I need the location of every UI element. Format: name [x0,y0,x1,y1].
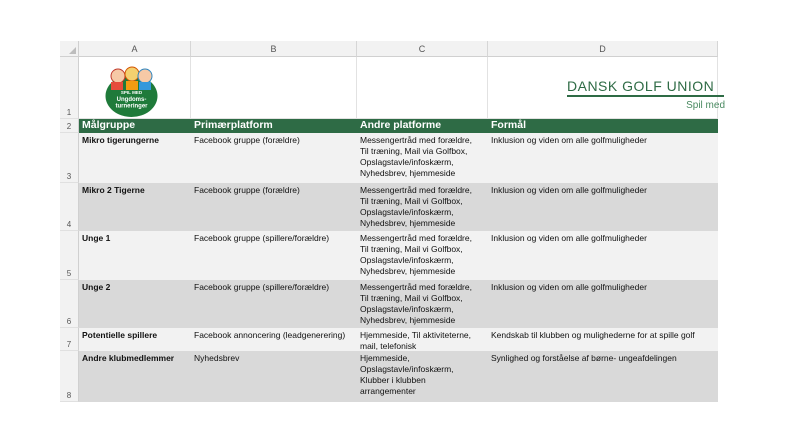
cell-line: Opslagstavle/infoskærm, [360,207,454,217]
cell-andre-platforme[interactable] [357,328,488,351]
table-row [79,328,718,351]
row-header-8[interactable]: 8 [60,351,79,402]
cell-andre-platforme[interactable] [357,231,488,280]
row-header-6[interactable]: 6 [60,280,79,328]
dansk-golf-union-logo [567,78,727,111]
cell-line: arrangementer [360,386,416,396]
cell-line: mail, telefonisk [360,341,417,351]
table-row [79,183,718,231]
header-cell-formal[interactable]: Formål [491,119,527,131]
cell-formal[interactable]: Inklusion og viden om alle golfmuligheder [491,233,647,243]
cell-formal[interactable]: Inklusion og viden om alle golfmuligheder [491,185,647,195]
logo-main-text-2: turneringer [115,103,148,110]
cell-formal[interactable]: Inklusion og viden om alle golfmuligheder [491,282,647,292]
logo-top-text: SPIL MED [120,90,143,95]
cell-line: Nyhedsbrev, hjemmeside [360,218,456,228]
cell-andre-platforme[interactable] [357,280,488,328]
header-cell-malgruppe[interactable]: Målgruppe [82,119,136,131]
table-row [79,280,718,328]
cell-primaerplatform[interactable]: Nyhedsbrev [194,353,240,363]
row-header-4[interactable]: 4 [60,183,79,231]
column-header-d[interactable]: D [488,41,718,57]
cell-primaerplatform[interactable]: Facebook annoncering (leadgenerering) [194,330,346,340]
row-header-7[interactable]: 7 [60,328,79,351]
cell-malgruppe[interactable]: Mikro 2 Tigerne [82,185,145,195]
cell-malgruppe[interactable]: Unge 2 [82,282,111,292]
cell-line: Nyhedsbrev, hjemmeside [360,315,456,325]
cell-line: Opslagstavle/infoskærm, [360,157,454,167]
cell-andre-platforme[interactable] [357,351,488,402]
cell-line: Messengertråd med forældre, [360,282,472,292]
cell-primaerplatform[interactable]: Facebook gruppe (forældre) [194,185,300,195]
table-row [79,231,718,280]
row-header-3[interactable]: 3 [60,133,79,183]
cell-malgruppe[interactable]: Unge 1 [82,233,111,243]
cell-line: Til træning, Mail vi Golfbox, [360,293,463,303]
column-header-a[interactable]: A [79,41,191,57]
row-header-2[interactable]: 2 [60,119,79,133]
cell-malgruppe[interactable]: Mikro tigerungerne [82,135,159,145]
spreadsheet [60,41,725,404]
cell-malgruppe[interactable]: Andre klubmedlemmer [82,353,175,363]
select-all-corner[interactable] [60,41,79,57]
dgu-logo-title: DANSK GOLF UNION [567,78,715,94]
cell-line: Til træning, Mail vi Golfbox, [360,244,463,254]
cell-formal[interactable]: Inklusion og viden om alle golfmuligheder [491,135,647,145]
cell-primaerplatform[interactable]: Facebook gruppe (forældre) [194,135,300,145]
cell-line: Hjemmeside, Til aktiviteterne, [360,330,472,340]
cell-line: Opslagstavle/infoskærm, [360,364,454,374]
cell-b1[interactable] [191,57,357,119]
cell-line: Nyhedsbrev, hjemmeside [360,266,456,276]
cell-line: Messengertråd med forældre, [360,233,472,243]
cell-andre-platforme[interactable] [357,183,488,231]
cell-formal[interactable]: Synlighed og forståelse af børne- ungeafdelingen [491,353,677,363]
cell-line: Klubber i klubben [360,375,426,385]
header-cell-andre-platforme[interactable]: Andre platforme [360,119,442,131]
ungdomsturneringer-logo [103,62,160,117]
cell-malgruppe[interactable]: Potentielle spillere [82,330,158,340]
cell-formal[interactable]: Kendskab til klubben og mulighederne for at spille golf [491,330,695,340]
cell-primaerplatform[interactable]: Facebook gruppe (spillere/forældre) [194,233,330,243]
cell-line: Opslagstavle/infoskærm, [360,304,454,314]
cell-c1[interactable] [357,57,488,119]
cell-primaerplatform[interactable]: Facebook gruppe (spillere/forældre) [194,282,330,292]
cell-line: Messengertråd med forældre, [360,185,472,195]
row-header-1[interactable]: 1 [60,57,79,119]
cell-line: Hjemmeside, [360,353,410,363]
cell-andre-platforme[interactable] [357,133,488,183]
row-header-5[interactable]: 5 [60,231,79,280]
table-row [79,351,718,402]
column-header-b[interactable]: B [191,41,357,57]
cell-line: Opslagstavle/infoskærm, [360,255,454,265]
cell-line: Til træning, Mail via Golfbox, [360,146,468,156]
column-header-c[interactable]: C [357,41,488,57]
logo-row [79,57,725,119]
cell-line: Messengertråd med forældre, [360,135,472,145]
table-header-row [79,119,718,133]
dgu-logo-underline [567,95,724,97]
dgu-logo-subtitle: Spil med [686,100,725,111]
cell-line: Til træning, Mail vi Golfbox, [360,196,463,206]
logo-main-text-1: Ungdoms- [116,97,147,103]
header-cell-primaerplatform[interactable]: Primærplatform [194,119,273,131]
cell-line: Nyhedsbrev, hjemmeside [360,168,456,178]
table-row [79,133,718,183]
